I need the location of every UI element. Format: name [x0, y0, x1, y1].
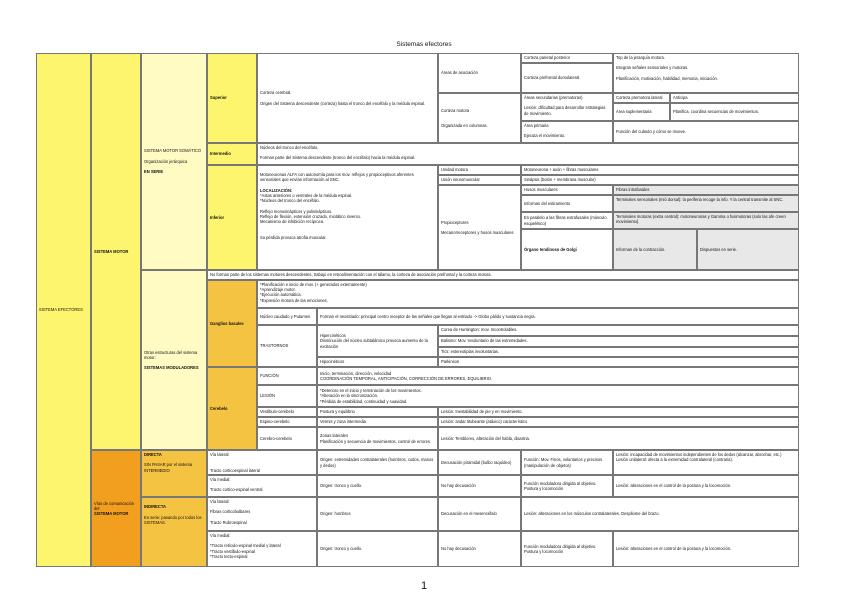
- planif-text: Planifica, coordina secuencias de movimientos.: [673, 109, 760, 115]
- directa-med-t: Tracto cortico-espinal ventral: [210, 487, 263, 493]
- unm-cell: [438, 175, 521, 185]
- directa-med-lesion: [613, 475, 799, 497]
- contr-cell: [613, 229, 697, 270]
- directa-lat-l2: Lesión unilateral: afecta a la extremidad contralateral (contraria).: [616, 457, 733, 463]
- esp-desc-text: Vermis y zona intermedia: [320, 419, 366, 424]
- inferior-desc: [257, 165, 438, 270]
- cer-d1: Zonas laterales: [320, 433, 348, 439]
- inferior-mn1: Motoneuronas ALFA con autonomía para los mov. reflejos y propioceptivos aferentes sensoriales que envían información al SNC.: [260, 172, 414, 183]
- contr-text: Informan de la contracción.: [616, 246, 666, 252]
- directa-med-f: Función moduladora dirigida al objetivo. Postura y locomoción: [524, 480, 597, 491]
- somatic-org: Organización jerárquica: [144, 158, 188, 164]
- esp-lesion: [438, 417, 799, 427]
- indirecta-sub: En serie: pasando por todos los SISTEMAS.: [144, 514, 202, 525]
- prop-text: Propioceptores: [441, 219, 469, 225]
- les1: *Deterioro en el inicio y terminación de los movimientos.: [320, 388, 422, 394]
- page-number: 1: [420, 580, 428, 592]
- cer-text: Cerebro-cerebelo: [260, 435, 292, 441]
- cer-cell: [257, 427, 317, 450]
- prefrontal-cell: [521, 63, 613, 93]
- les2: *Alteración en la sincronización.: [320, 393, 379, 399]
- vest-text: Vestíbulo-cerebelo: [260, 409, 294, 414]
- anticipa-text: Anticipa: [673, 95, 688, 100]
- indirecta-label: INDIRECTA: [144, 504, 166, 510]
- bal-cell: [438, 336, 799, 347]
- unm-desc-text: Sinápsis (botón + membrana muscular): [524, 177, 596, 182]
- col-sistema-motor: [91, 53, 141, 450]
- vias-label: Vías de comunicación del: [94, 500, 135, 511]
- indirecta-med-f: Función moduladora dirigida al objetivo. Postura y locomoción: [524, 543, 597, 554]
- esp-text: Espino-cerebelo: [260, 419, 290, 424]
- indirecta-med-l: Lesión: alteraciones en el control de la postura y la locomoción.: [616, 546, 732, 552]
- ganglios-desc: [257, 280, 799, 308]
- motor-label: SISTEMA MOTOR: [94, 248, 129, 254]
- cer-lesion-text: Lesión: Temblores, alteración del habla, disartria.: [441, 435, 530, 441]
- somatic-serie: EN SERIE: [144, 169, 164, 175]
- directa-lat-t: Tracto corticoespinal lateral: [210, 467, 260, 473]
- huso-cell: [521, 185, 613, 195]
- directa-med-cell: [207, 475, 317, 497]
- assoc-cell: [438, 53, 521, 93]
- cer-lesion: [438, 427, 799, 450]
- serie-text: Dispuestos en serie.: [700, 246, 738, 252]
- directa-lat-func: [521, 450, 613, 475]
- cerebelo-text: Cerebelo: [210, 405, 228, 411]
- directa-label: DIRECTA: [144, 452, 162, 457]
- directa-lat: Vía lateral:: [210, 452, 230, 457]
- indirecta-med-lesion: [613, 531, 799, 567]
- esp-desc: [317, 417, 438, 427]
- inferior-loc: LOCALIZACIÓN:: [260, 187, 293, 193]
- indirecta-med-cell: [207, 531, 317, 567]
- inf-est-cell: [521, 195, 613, 212]
- integ-text: Integran señales sensoriales y motoras.: [616, 65, 689, 71]
- inferior-loc1: *Astas anteriores o ventrales de la médula espinal.: [260, 193, 353, 199]
- hiper-desc: Disminución del núcleo subtalámico provoca aumento de la excitación: [320, 338, 428, 349]
- superior-desc1: Corteza cerebral.: [260, 90, 292, 96]
- nucleo-text: Núcleo caudado y Putamen: [260, 313, 311, 319]
- cerebelo-label: [207, 367, 257, 450]
- directa-lat-origin: [317, 450, 438, 475]
- vest-lesion: [438, 407, 799, 417]
- esp-lesion-text: Lesión: andar titubeante (atáxico) característico: [441, 419, 528, 424]
- ganglios-text: Ganglios basales: [210, 320, 244, 326]
- assoc-desc: [613, 53, 799, 93]
- term2-cell: [613, 212, 799, 229]
- directa-cell: [141, 450, 207, 497]
- intra-text: Fibras intrafusales: [616, 187, 650, 192]
- premotor-text: Corteza premotora lateral: [616, 95, 663, 100]
- ganglios-l1: *Planificación e inicio de mov. (+ generados externamente): [260, 282, 367, 287]
- intermedio-t1: Núcleos del tronco del encéfalo.: [260, 145, 319, 150]
- indirecta-lat-o: Origen: hombros: [320, 511, 351, 517]
- indirecta-lat-origin: [317, 497, 438, 531]
- superior-text: Superior: [210, 95, 227, 101]
- intra-cell: [613, 185, 799, 195]
- hipo-text: Hipocinéticos: [320, 359, 345, 364]
- directa-med-l: Lesión: alteraciones en el control de la postura y la locomoción.: [616, 483, 732, 489]
- premotor-cell: [613, 93, 670, 103]
- directa-med: Vía medial:: [210, 477, 231, 482]
- somatic-cell: [141, 53, 207, 270]
- col-sistema-efectores: [36, 53, 91, 567]
- prefrontal-text: Corteza prefrontal dorsolateral: [524, 75, 580, 81]
- intermedio-text: Intermedio: [210, 151, 231, 157]
- indirecta-med-func: [521, 531, 613, 567]
- cer-desc: [317, 427, 438, 450]
- anticipa-cell: [670, 93, 799, 103]
- unm-desc: [521, 175, 799, 185]
- inferior-ref3: Mecanismo de inhibición recíproca.: [260, 219, 325, 225]
- directa-med-origin: [317, 475, 438, 497]
- moduladores-cell: [141, 270, 207, 450]
- moduladores-title: SISTEMAS MODULADORES: [144, 365, 199, 371]
- directa-med-dec-text: No hay decusación: [441, 483, 476, 489]
- indirecta-med-t3: *Tracto tecto-espinal: [210, 553, 248, 559]
- golgi-cell: [521, 229, 613, 270]
- prop2-text: Mecanorreceptores y husos musculares: [441, 230, 514, 236]
- func-d2: COORDINACIÓN TEMPORAL, ANTICIPACIÓN, CORRECCIÓN DE ERRORES, EQUILIBRIO.: [320, 376, 493, 381]
- planif-cell: [670, 103, 799, 121]
- paral-text: En paralelo a las fibras extrafusales (músculo esquelético): [524, 215, 607, 226]
- directa-lat-o: Origen: extremidades contralaterales (hombros, codos, manos y dedos): [320, 457, 434, 468]
- hunt-text: Corea de Huntington: mov. Incontrolables.: [441, 327, 518, 332]
- indirecta-lat-dec: [438, 497, 521, 531]
- nucleo-desc: [317, 308, 799, 325]
- inferior-loss: Su pérdida provoca atrofia muscular.: [260, 234, 327, 240]
- ganglios-l2: *Aprendizaje motor.: [260, 287, 296, 293]
- tics-text: Tics: estereotipias involuntarias.: [441, 349, 500, 354]
- funcion-text: FUNCIÓN: [260, 373, 279, 379]
- parietal-cell: [521, 53, 613, 63]
- desc-row: [207, 270, 799, 280]
- term2-text: Terminales motoras (extra central): motoneuronas y Gamma o fusimotoras (solo las afe creen movimiento).: [616, 214, 786, 225]
- inferior-text: Inferior: [210, 214, 225, 220]
- inferior-ref2: Reflejo de flexión, extensión cruzado, miotático inverso.: [260, 213, 362, 219]
- desc-row-text: No forman parte de los sistemas motores descendentes, trabajo en retroalimentación con el tálamo, la corteza de asociación prefrontal y la corteza motora.: [210, 272, 492, 277]
- indirecta-med-t2: *Tracto vestíbulo-espinal: [210, 548, 255, 554]
- nucleo-cell: [257, 308, 317, 325]
- paral-cell: [521, 212, 613, 229]
- exec-text: Ejecuta el movimiento.: [524, 133, 566, 139]
- esp-cell: [257, 417, 317, 427]
- primary-text: Área primaria: [524, 123, 549, 128]
- term1-text: Terminales sensoriales (mió dorsal): la periferia recoge la info. Y la central transmite al SNC.: [616, 197, 784, 202]
- directa-lat-l1: Lesión: incapacidad de movimientos independientes de los dedos (alcanzar, abrochar, etc.): [616, 452, 782, 457]
- cer-d2: Planificación y secuencia de movimientos, control de errores.: [320, 438, 432, 444]
- parietal-text: Corteza parietal posterior: [524, 55, 570, 61]
- ganglios-label: [207, 280, 257, 367]
- top-text: Top de la jerarquía motora.: [616, 55, 665, 60]
- secondary-cell: [521, 93, 613, 121]
- inferior-label: [207, 165, 257, 270]
- indirecta-med-o: Origen: tronco y cuello.: [320, 546, 363, 552]
- func-cell: [613, 121, 799, 143]
- secondary-text: Áreas secundarias (premotoras): [524, 95, 583, 100]
- les3: *Pérdida de estabilidad, continuidad y suavidad.: [320, 398, 408, 404]
- funcion-desc: [317, 367, 799, 385]
- directa-lat-f: Función: Mov. Finos, voluntarios y precisos (manipulación de objetos): [524, 457, 603, 468]
- superior-desc2: Origen del Sistema descendente (corteza) hasta el tronco del encéfalo y la médula espinal.: [260, 100, 426, 106]
- hipo-cell: [317, 357, 438, 367]
- indirecta-lat-lesion: [521, 497, 799, 531]
- indirecta-lat-t2: Tracto Rubroespinal: [210, 519, 247, 525]
- lesion-desc: [317, 385, 799, 407]
- bal-text: Balismo: Mov. Involuntario de las extremidades.: [441, 338, 528, 343]
- trast-text: TRASTORNOS: [260, 343, 289, 349]
- hiper-cell: [317, 325, 438, 357]
- golgi-text: Órgano tendinoso de Golgi: [524, 246, 577, 252]
- supp-cell: [613, 103, 670, 121]
- park-cell: [438, 357, 799, 367]
- serie-cell: [697, 229, 799, 270]
- func-text: Función del cuándo y cómo se mueve.: [616, 129, 687, 135]
- superior-desc: [257, 53, 438, 143]
- indirecta-med-t1: *Tracto retículo-espinal medial y lateral: [210, 543, 281, 549]
- term1-cell: [613, 195, 799, 212]
- tics-cell: [438, 347, 799, 357]
- col-vias: [91, 450, 141, 567]
- indirecta-lat-dec-text: Decusación en el mesencéfalo: [441, 511, 497, 517]
- um-text: Unidad motora: [441, 167, 468, 172]
- um-desc-text: Motoneurona + axón + fibras musculares: [524, 167, 599, 172]
- secondary-lesion: Lesión: dificultad para desarrollar estrategias de movimiento.: [524, 105, 606, 116]
- um-desc: [521, 165, 799, 175]
- indirecta-med: Vía medial:: [210, 533, 231, 538]
- indirecta-lat: Vía lateral:: [210, 499, 230, 504]
- indirecta-lat-cell: [207, 497, 317, 531]
- directa-med-dec: [438, 475, 521, 497]
- hiper-text: Hipercinéticos: [320, 333, 346, 339]
- vias-title: SISTEMA MOTOR: [94, 511, 129, 517]
- directa-lat-dec: [438, 450, 521, 475]
- indirecta-med-dec: [438, 531, 521, 567]
- plan-text: Planificación, motivación, habilidad, memoria, iniciación.: [616, 75, 718, 81]
- park-text: Parkinson: [441, 359, 460, 364]
- somatic-title: SISTEMA MOTOR SOMÁTICO: [144, 148, 202, 154]
- lesion-cell: [257, 385, 317, 407]
- directa-lat-lesion: [613, 450, 799, 475]
- assoc-text: Áreas de asociación: [441, 70, 478, 76]
- inferior-loc2: *Núcleos del tronco del encéfalo.: [260, 198, 320, 204]
- func-d1: Inicio, terminación, dirección, velocidad: [320, 370, 392, 376]
- vest-lesion-text: Lesión: Inestabilidad de pie y en movimiento.: [441, 409, 523, 414]
- ganglios-l3: *Ejecución automática.: [260, 292, 302, 298]
- funcion-cell: [257, 367, 317, 385]
- trast-cell: [257, 325, 317, 367]
- indirecta-med-dec-text: No hay decusación: [441, 546, 476, 552]
- motor-org-text: Organizada en columnas.: [441, 123, 488, 129]
- superior-label: [207, 53, 257, 143]
- directa-lat-cell: [207, 450, 317, 475]
- vest-desc-text: Postura y equilibrio: [320, 409, 355, 414]
- indirecta-cell: [141, 497, 207, 567]
- inferior-ref1: Reflejo monosinápticos y polisinápticos.: [260, 208, 333, 214]
- efectores-label: SISTEMA EFECTORES: [39, 307, 83, 313]
- directa-sub: SIN PASAR por el sistema INTERMEDIO: [144, 462, 193, 473]
- huso-text: Husos musculares: [524, 187, 558, 192]
- intermedio-t2: Forman parte del Sistema descendente (tronco del encéfalo) hacia la médula espinal.: [260, 155, 416, 161]
- lesion-text: LESIÓN: [260, 393, 276, 399]
- directa-lat-dec-text: Decusación piramidal (bulbo raquídeo): [441, 459, 512, 465]
- motor-cortex-text: Corteza motora: [441, 107, 470, 113]
- inf-est-text: Informan del estiramiento: [524, 200, 571, 206]
- indirecta-lat-t1: Fibras corticobulbares: [210, 509, 251, 515]
- primary-cell: [521, 121, 613, 143]
- moduladores-sub: Otras estructuras del sistema motor:: [144, 349, 198, 360]
- nucleo-desc-text: Forman el neostriado: principal centro receptor de las señales que llegan al estriado -> Globo pálido y sustancia negra.: [320, 313, 536, 319]
- hunt-cell: [438, 325, 799, 336]
- directa-med-func: [521, 475, 613, 497]
- vest-cell: [257, 407, 317, 417]
- unm-text: Unión neuromuscular: [441, 177, 480, 182]
- vest-desc: [317, 407, 438, 417]
- supp-text: Área suplementaria: [616, 109, 652, 115]
- motor-cortex-cell: [438, 93, 521, 143]
- directa-med-o: Origen: tronco y cuello.: [320, 483, 363, 489]
- um-cell: [438, 165, 521, 175]
- ganglios-l4: *Expresión motora de las emociones.: [260, 297, 328, 303]
- indirecta-lat-l: Lesión: alteraciones en los músculos contralaterales. Despliome del brazo.: [524, 511, 660, 517]
- page-title: Sistemas efectores: [396, 41, 452, 48]
- prop-cell: [438, 185, 521, 270]
- intermedio-desc: [257, 143, 799, 165]
- indirecta-med-origin: [317, 531, 438, 567]
- intermedio-label: [207, 143, 257, 165]
